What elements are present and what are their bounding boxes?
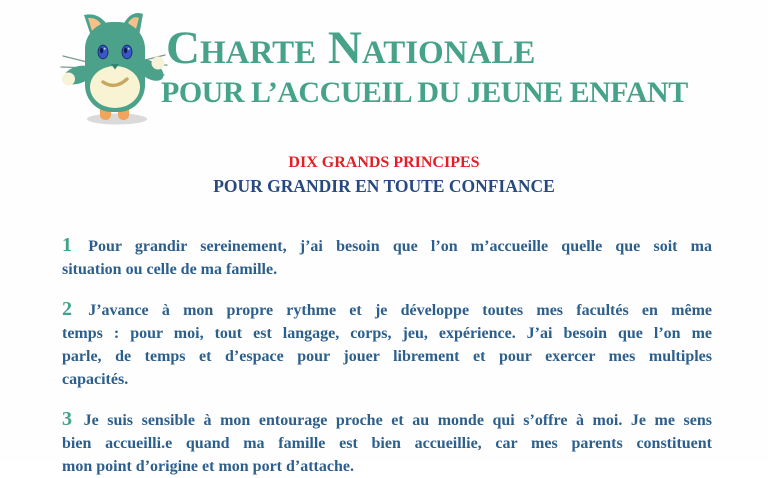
- principle-line: situation ou celle de ma famille.: [62, 261, 278, 278]
- principle-number: 3: [62, 408, 72, 430]
- subtitle-dix-grands-principes: DIX GRANDS PRINCIPES: [288, 154, 480, 171]
- principles-list: [62, 234, 712, 478]
- principle-line: 1 Pour grandir sereinement, j’ai besoin que l’on m’accueille quelle que soit ma: [62, 234, 712, 256]
- principle-line: bien accueilli.e quand ma famille est bien accueillie, car mes parents constituent: [62, 435, 712, 452]
- title-line-charte: Charte Nationale: [166, 22, 536, 74]
- subtitle-block: [0, 153, 768, 198]
- cat-mascot-logo: [60, 12, 168, 126]
- principle-line: temps : pour moi, tout est langage, corps, jeu, expérience. J’ai besoin que l’on me: [62, 325, 712, 342]
- cat-icon: [60, 12, 168, 126]
- document-title: [161, 22, 688, 110]
- title-line-accueil: POUR L’ACCUEIL DU JEUNE ENFANT: [161, 76, 688, 109]
- header: [0, 0, 768, 130]
- principle-line: 2 J’avance à mon propre rythme et je développe toutes mes facultés en même: [62, 298, 712, 320]
- principle-number: 2: [62, 298, 72, 320]
- principle-paragraph: [62, 298, 712, 391]
- principle-line: parle, de temps et d’espace pour jouer librement et pour exercer mes multiples: [62, 348, 712, 365]
- principle-number: 1: [62, 234, 72, 256]
- principle-paragraph: [62, 234, 712, 281]
- subtitle-pour-grandir: POUR GRANDIR EN TOUTE CONFIANCE: [213, 176, 555, 196]
- principle-line: capacités.: [62, 371, 129, 388]
- principle-line: 3 Je suis sensible à mon entourage proche et au monde qui s’offre à moi. Je me sens: [62, 408, 712, 430]
- principle-paragraph: [62, 408, 712, 478]
- principle-line: mon point d’origine et mon port d’attache.: [62, 458, 354, 475]
